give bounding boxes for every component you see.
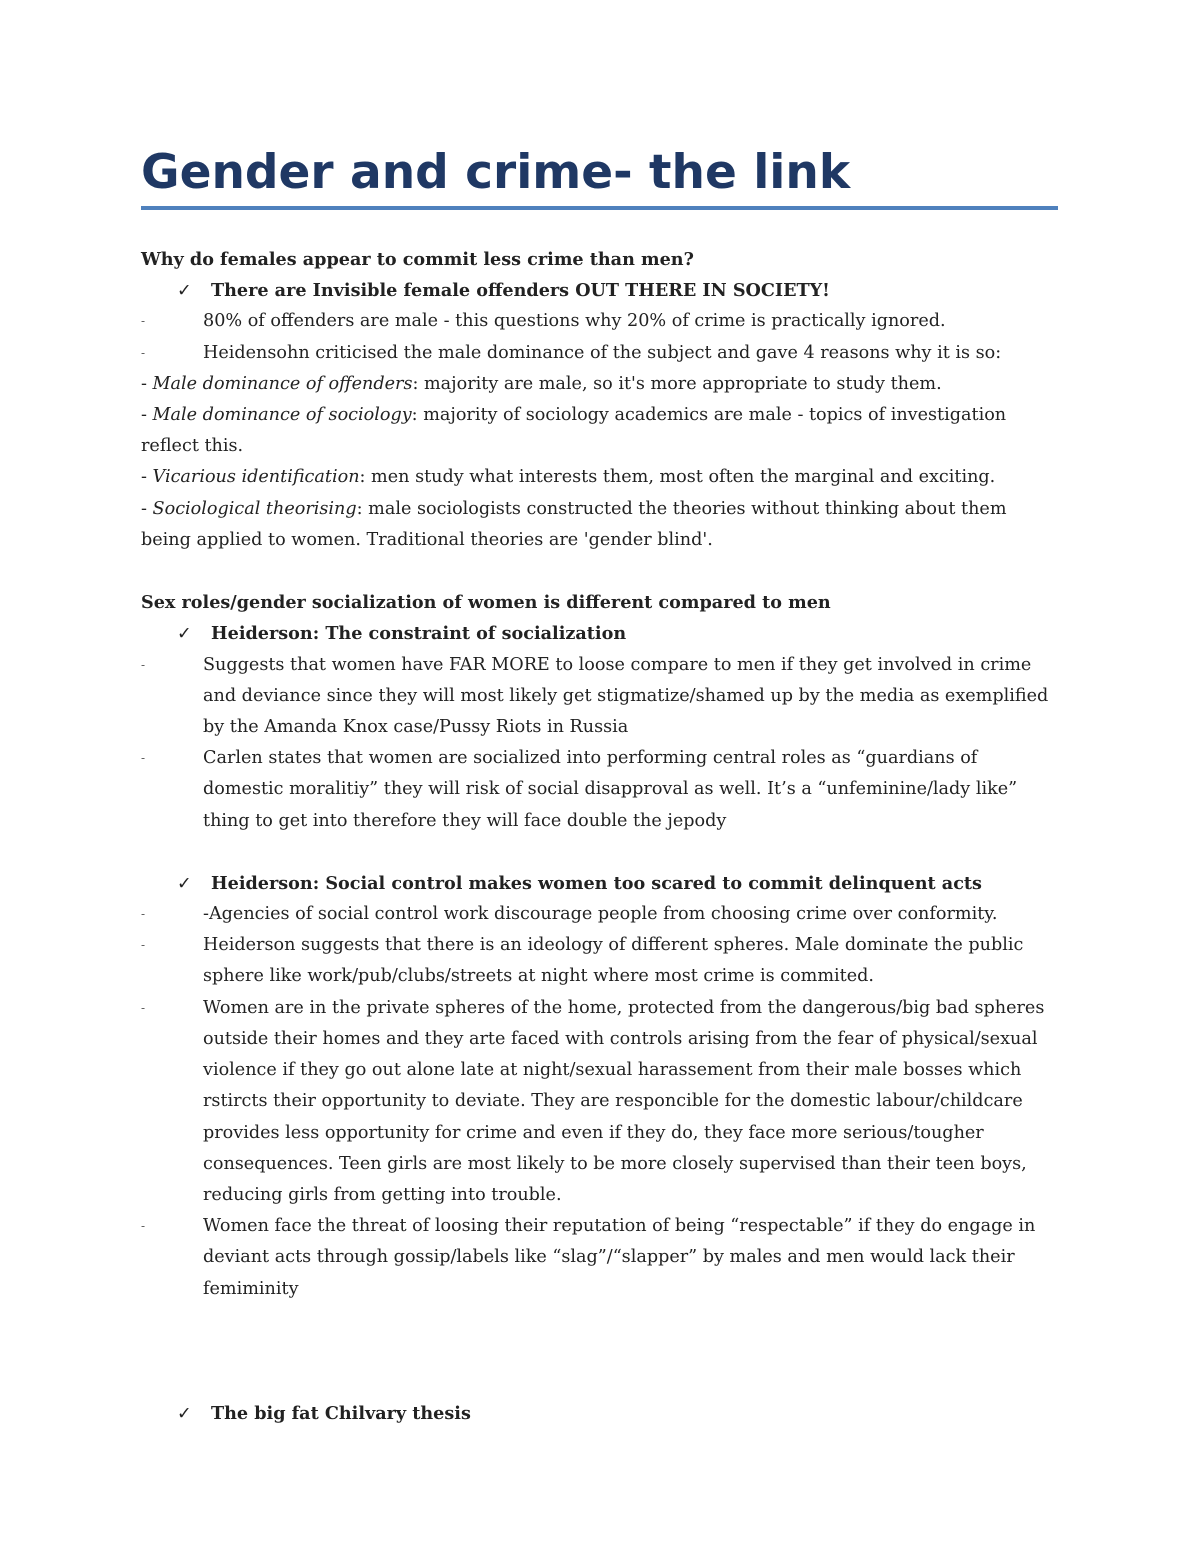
spacer — [141, 1305, 1058, 1336]
reason-item — [141, 400, 1058, 462]
section-heading: Sex roles/gender socialization of women is different compared to men — [141, 592, 831, 614]
reason-text: : male sociologists constructed the theories without thinking about them being applied to women. Traditional theories are 'gender blind'. — [141, 498, 1007, 550]
checklist-item — [141, 1398, 1058, 1429]
dash-bullet-icon: - — [141, 1219, 146, 1234]
checklist-item — [141, 275, 1058, 306]
list-item-text: Heiderson suggests that there is an ideology of different spheres. Male dominate the public sphere like work/pub/clubs/streets at night where most crime is commited. — [203, 935, 1024, 987]
list-item-text: Suggests that women have FAR MORE to loose compare to men if they get involved in crime and deviance since they will most likely get stigmatize/shamed up by the media as exemplified by the Amanda Knox case/Pussy Riots in Russia — [203, 654, 1049, 737]
list-item-text: Women face the threat of loosing their reputation of being “respectable” if they do engage in deviant acts through gossip/labels like “slag”/“slapper” by males and men would lack their femiminity — [203, 1216, 1036, 1299]
spacer — [141, 1367, 1058, 1398]
dash-bullet-icon: - — [141, 907, 146, 922]
reason-dash: - — [141, 498, 147, 519]
dash-bullet-icon: - — [141, 345, 146, 360]
reason-text: : majority of sociology academics are male - topics of investigation reflect this. — [141, 404, 1007, 457]
list-item-text: -Agencies of social control work discourage people from choosing crime over conformity. — [203, 904, 998, 925]
reason-dash: - — [141, 467, 147, 488]
checkmark-icon: ✓ — [177, 873, 192, 894]
checklist-item — [141, 868, 1058, 899]
reason-term: Male dominance of offenders — [152, 373, 413, 394]
dash-bullet-icon: - — [141, 1000, 146, 1015]
reason-term: Vicarious identification — [152, 467, 360, 488]
list-item-text: Carlen states that women are socialized into performing central roles as “guardians of domestic moralitiy” they will risk of social disapproval as well. It’s a “unfeminine/lady like” thing to get into therefore they will face double the jepody — [203, 748, 1018, 831]
checklist-text: There are Invisible female offenders OUT THERE IN SOCIETY! — [211, 280, 830, 302]
list-item — [141, 306, 1058, 337]
checklist-text: The big fat Chilvary thesis — [211, 1403, 471, 1425]
list-item — [141, 1211, 1058, 1305]
spacer — [141, 1336, 1058, 1367]
list-item-text: Heidensohn criticised the male dominance of the subject and gave 4 reasons why it is so: — [203, 342, 1002, 363]
checklist-text: Heiderson: The constraint of socialization — [211, 623, 627, 645]
section-question: Why do females appear to commit less crime than men? — [141, 249, 694, 270]
list-item — [141, 650, 1058, 744]
list-item — [141, 338, 1058, 369]
list-item-text: 80% of offenders are male - this questions why 20% of crime is practically ignored. — [203, 311, 946, 332]
checkmark-icon: ✓ — [177, 281, 192, 302]
reason-dash: - — [141, 373, 147, 394]
reason-term: Sociological theorising — [152, 498, 357, 519]
list-item — [141, 930, 1058, 992]
list-item — [141, 899, 1058, 930]
reason-dash: - — [141, 404, 147, 425]
checklist-item — [141, 618, 1058, 649]
reason-term: Male dominance of sociology — [152, 404, 412, 425]
dash-bullet-icon: - — [141, 938, 146, 953]
title-underline — [141, 206, 1058, 210]
document-body — [141, 244, 1058, 1429]
dash-bullet-icon: - — [141, 751, 146, 766]
list-item — [141, 993, 1058, 1211]
reason-text: : men study what interests them, most often the marginal and exciting. — [359, 467, 996, 488]
spacer — [141, 837, 1058, 868]
list-item — [141, 743, 1058, 837]
checkmark-icon: ✓ — [177, 624, 192, 645]
dash-bullet-icon: - — [141, 314, 146, 329]
reason-text: : majority are male, so it's more appropriate to study them. — [412, 373, 942, 394]
checkmark-icon: ✓ — [177, 1404, 192, 1425]
reason-item — [141, 462, 1058, 493]
page-title: Gender and crime- the link — [141, 145, 851, 200]
checklist-text: Heiderson: Social control makes women too scared to commit delinquent acts — [211, 872, 982, 894]
spacer — [141, 556, 1058, 587]
dash-bullet-icon: - — [141, 657, 146, 672]
reason-item — [141, 494, 1058, 556]
list-item-text: Women are in the private spheres of the home, protected from the dangerous/big bad spheres outside their homes and they arte faced with controls arising from the fear of physical/sexual violence if they go out alone late at night/sexual harassement from their male bosses which rstircts their opportunity to deviate. They are responcible for the domestic labour/childcare provides less opportunity for crime and even if they do, they face more serious/tougher consequences. Teen girls are most likely to be more closely supervised than their teen boys, reducing girls from getting into trouble. — [203, 997, 1045, 1205]
reason-item — [141, 369, 1058, 400]
